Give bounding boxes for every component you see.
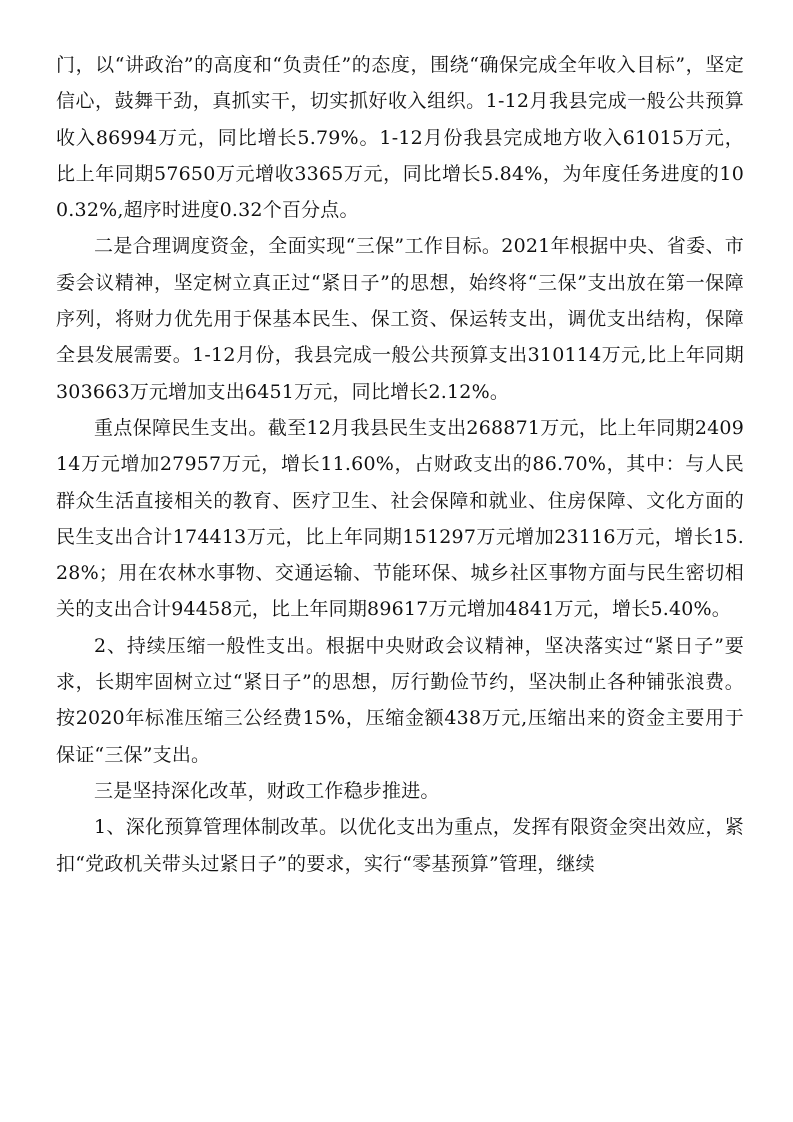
paragraph-fund-dispatch: 二是合理调度资金，全面实现“三保”工作目标。2021年根据中央、省委、市委会议精神，坚定树立真正过“紧日子”的思想，始终将“三保”支出放在第一保障序列，将财力优先用于保基本民生、保工资、保运转支出，调优支出结构，保障全县发展需要。1-12月份，我县完成一般公共预算支出310114万元,比上年同期303663万元增加支出6451万元，同比增长2.12%。 <box>56 235 744 403</box>
paragraph-revenue-continuation: 门，以“讲政治”的高度和“负责任”的态度，围绕“确保完成全年收入目标”，坚定信心，鼓舞干劲，真抓实干，切实抓好收入组织。1-12月我县完成一般公共预算收入86994万元，同比增长5.79%。1-12月份我县完成地方收入61015万元，比上年同期57650万元增收3365万元，同比增长5.84%，为年度任务进度的100.32%,超序时进度0.32个百分点。 <box>56 54 744 222</box>
paragraph-livelihood-spending: 重点保障民生支出。截至12月我县民生支出268871万元，比上年同期240914万元增加27957万元，增长11.60%，占财政支出的86.70%，其中：与人民群众生活直接相关的教育、医疗卫生、社会保障和就业、住房保障、文化方面的民生支出合计174413万元，比上年同期151297万元增加23116万元，增长15.28%；用在农林水事物、交通运输、节能环保、城乡社区事物方面与民生密切相关的支出合计94458元，比上年同期89617万元增加4841万元，增长5.40%。 <box>56 416 744 621</box>
paragraph-budget-reform: 1、深化预算管理体制改革。以优化支出为重点，发挥有限资金突出效应，紧扣“党政机关带头过紧日子”的要求，实行“零基预算”管理，继续 <box>56 816 744 875</box>
paragraph-deepen-reform: 三是坚持深化改革，财政工作稳步推进。 <box>94 779 440 802</box>
document-page <box>56 47 744 882</box>
paragraph-compress-spending: 2、持续压缩一般性支出。根据中央财政会议精神，坚决落实过“紧日子”要求，长期牢固树立过“紧日子”的思想，厉行勤俭节约，坚决制止各种铺张浪费。按2020年标准压缩三公经费15%，压缩金额438万元,压缩出来的资金主要用于保证“三保”支出。 <box>56 634 744 766</box>
